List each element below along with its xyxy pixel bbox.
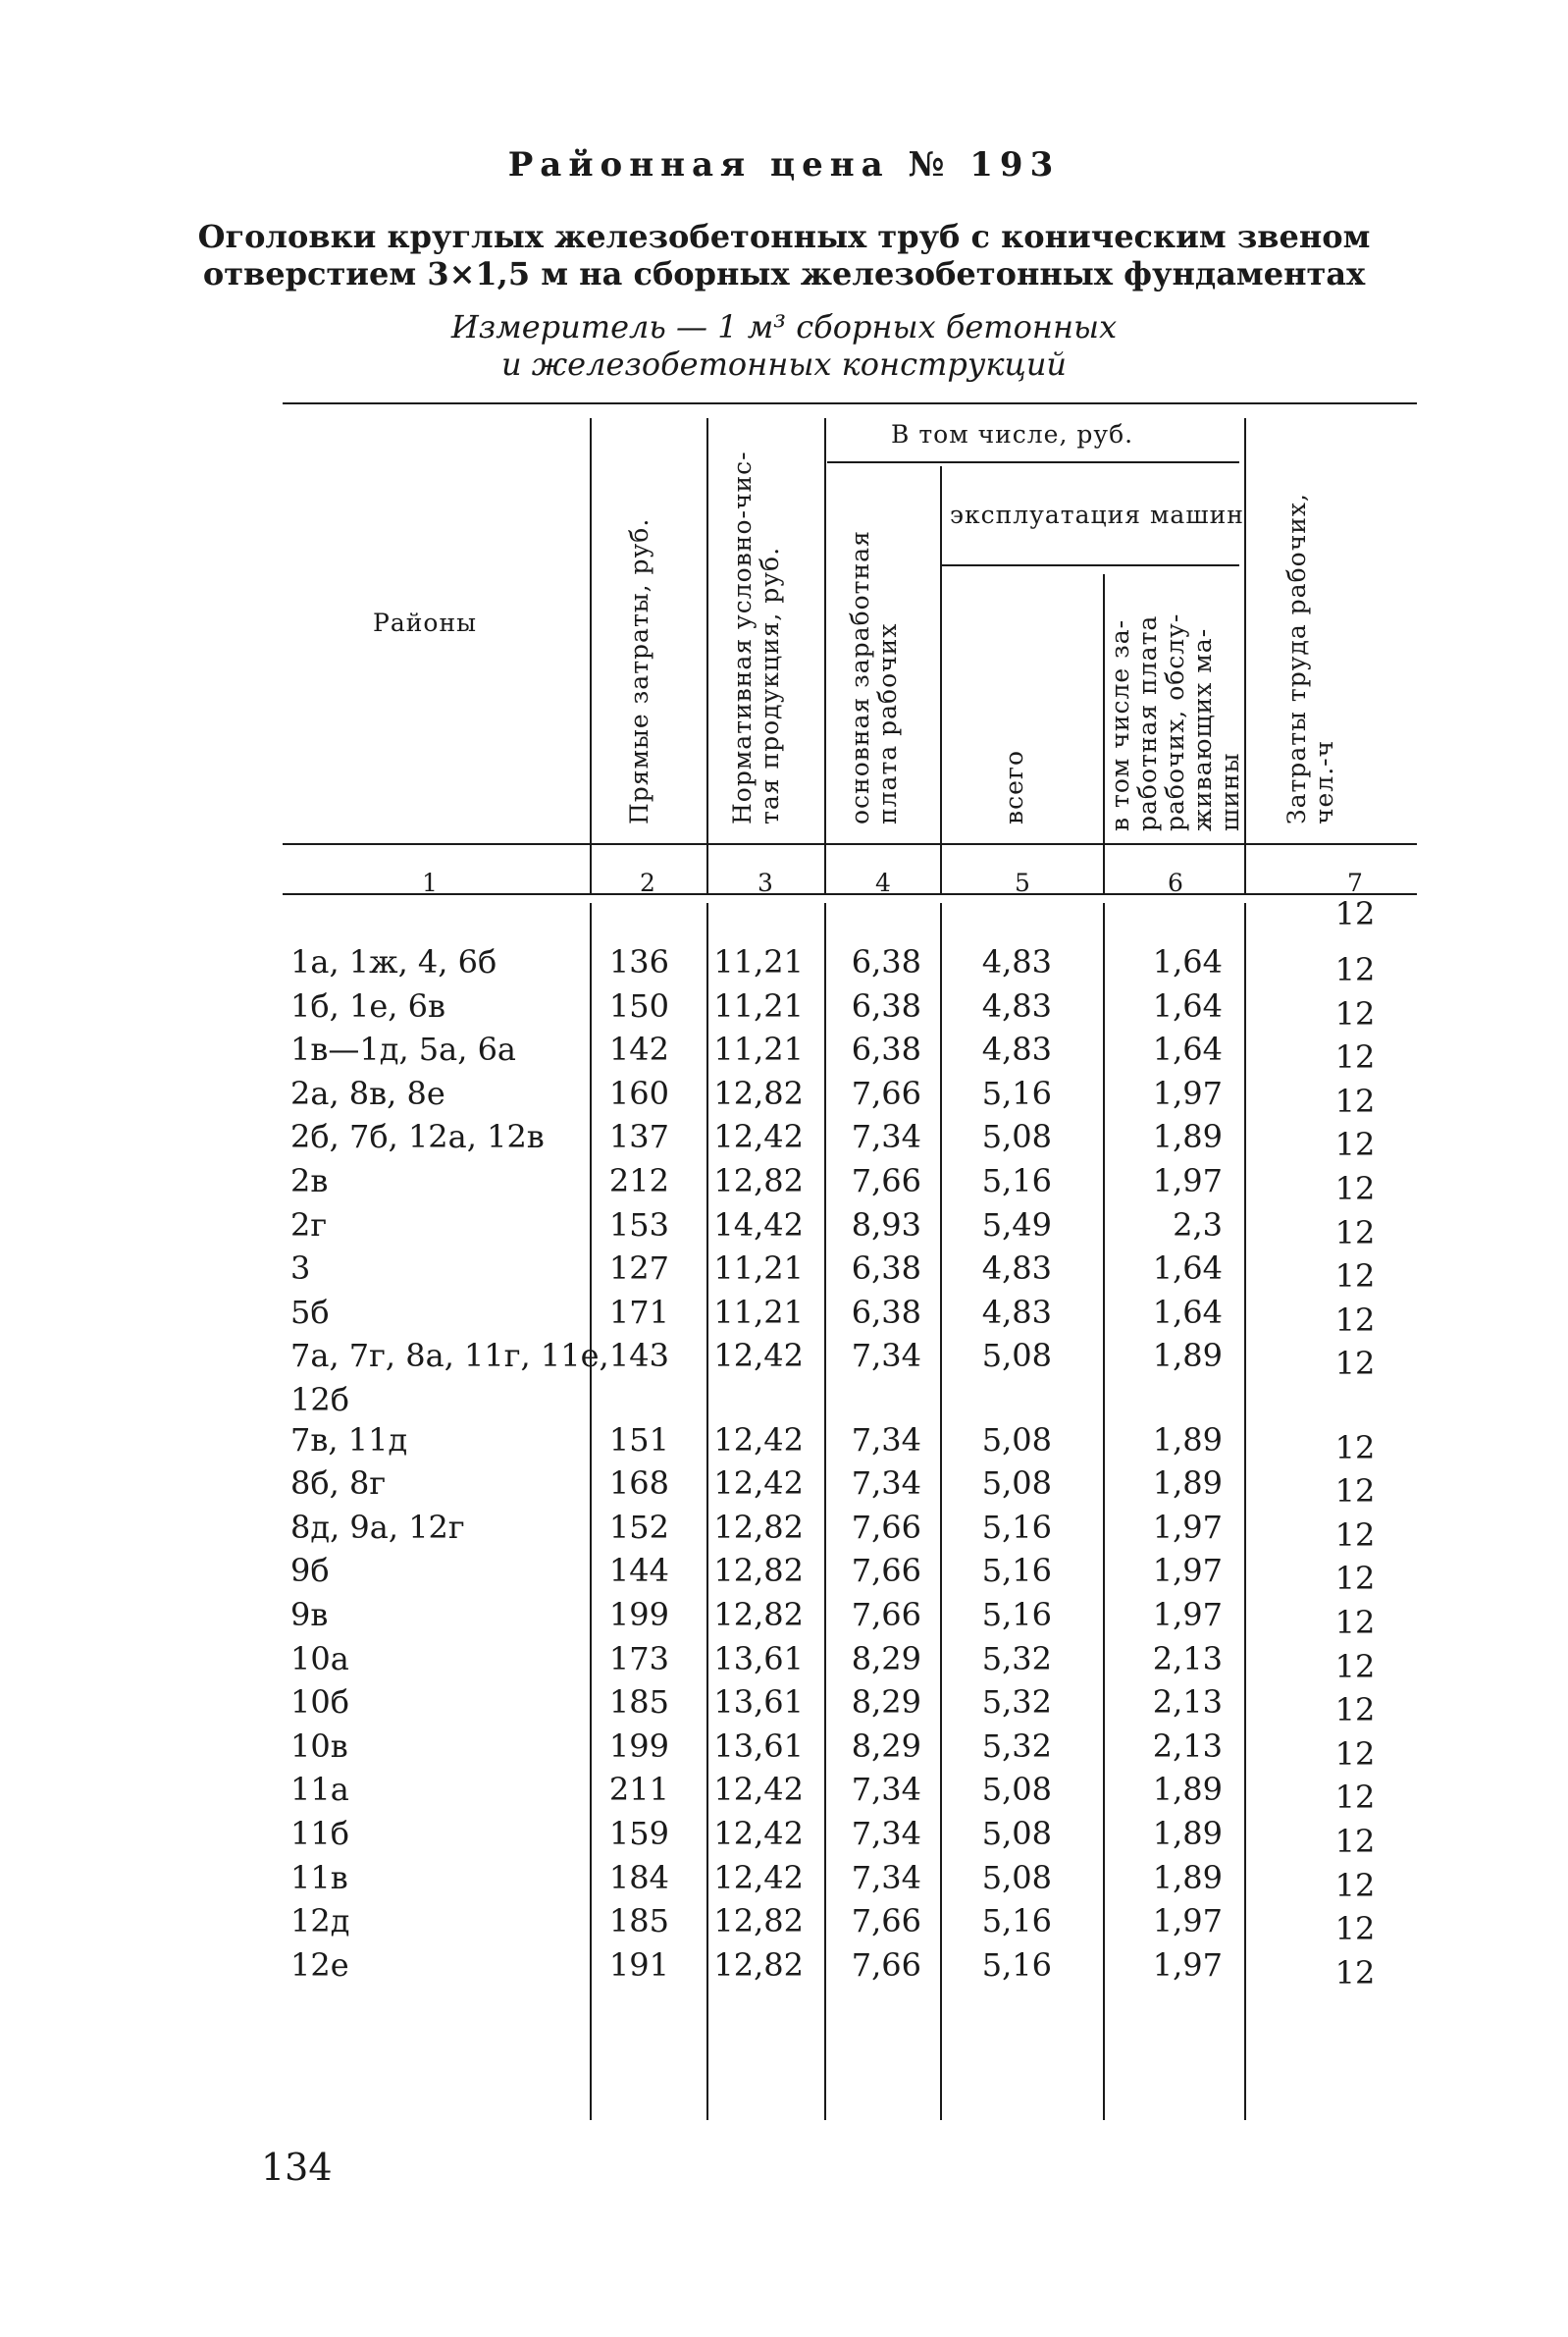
cell-region: 11б bbox=[290, 1815, 349, 1852]
col-number-5: 5 bbox=[1015, 869, 1030, 897]
cell-machine-wage: 1,97 bbox=[1152, 1945, 1223, 1984]
cell-machines-total: 5,08 bbox=[981, 1337, 1052, 1375]
header-machine-wage: в том числе за- работная плата рабочих, обслу- живающих ма- шины bbox=[1106, 612, 1244, 831]
measure-line-2: и железобетонных конструкций bbox=[500, 345, 1068, 383]
cell-direct-costs: 168 bbox=[608, 1464, 669, 1503]
cell-machine-wage: 1,64 bbox=[1152, 1249, 1223, 1288]
cell-labor: 12 bbox=[1334, 1428, 1376, 1466]
cell-direct-costs: 171 bbox=[608, 1293, 669, 1331]
header-base-wage: основная заработная плата рабочих bbox=[846, 530, 902, 824]
cell-machine-wage: 1,97 bbox=[1152, 1902, 1223, 1940]
cell-normative: 11,21 bbox=[713, 943, 804, 981]
col-number-2: 2 bbox=[640, 869, 655, 897]
measure-unit bbox=[0, 308, 1568, 383]
cell-region: 9в bbox=[290, 1596, 329, 1633]
cell-machine-wage: 1,97 bbox=[1152, 1508, 1223, 1546]
cell-base-wage: 7,34 bbox=[851, 1420, 921, 1459]
cell-normative: 12,82 bbox=[713, 1945, 804, 1984]
cell-machine-wage: 1,64 bbox=[1152, 943, 1223, 981]
cell-region: 5б bbox=[290, 1293, 330, 1331]
cell-region: 1б, 1е, 6в bbox=[290, 986, 445, 1025]
col-number-4: 4 bbox=[875, 869, 891, 897]
cell-labor: 12 bbox=[1334, 1170, 1376, 1207]
subtitle bbox=[0, 218, 1568, 292]
cell-region: 10б bbox=[290, 1683, 349, 1722]
cell-region: 9б bbox=[290, 1552, 330, 1590]
cell-direct-costs: 173 bbox=[608, 1639, 669, 1677]
cell-normative: 11,21 bbox=[713, 1293, 804, 1331]
cell-region: 1а, 1ж, 4, 6б bbox=[290, 943, 497, 981]
cell-direct-costs: 142 bbox=[608, 1031, 669, 1069]
cell-machine-wage: 1,97 bbox=[1152, 1162, 1223, 1199]
cell-normative: 11,21 bbox=[713, 1031, 804, 1069]
cell-base-wage: 7,66 bbox=[851, 1902, 921, 1940]
cell-base-wage: 7,66 bbox=[851, 1162, 921, 1199]
cell-machines-total: 5,32 bbox=[981, 1683, 1052, 1722]
cell-direct-costs: 137 bbox=[608, 1118, 669, 1156]
cell-machine-wage: 1,89 bbox=[1152, 1771, 1223, 1809]
cell-machine-wage: 1,64 bbox=[1152, 986, 1223, 1025]
cell-base-wage: 6,38 bbox=[851, 943, 921, 981]
cell-machine-wage: 2,3 bbox=[1173, 1205, 1223, 1244]
cell-normative: 11,21 bbox=[713, 986, 804, 1025]
cell-normative: 11,21 bbox=[713, 1249, 804, 1288]
measure-line-1: Измеритель — 1 м³ сборных бетонных bbox=[450, 308, 1118, 345]
cell-base-wage: 6,38 bbox=[851, 1031, 921, 1069]
cell-machines-total: 5,08 bbox=[981, 1858, 1052, 1896]
cell-base-wage: 7,34 bbox=[851, 1464, 921, 1503]
cell-base-wage: 7,34 bbox=[851, 1118, 921, 1156]
cell-machine-wage: 2,13 bbox=[1152, 1683, 1223, 1722]
cell-base-wage: 7,34 bbox=[851, 1858, 921, 1896]
cell-machines-total: 5,16 bbox=[981, 1902, 1052, 1940]
cell-labor: 12 bbox=[1334, 1126, 1376, 1164]
cell-region: 3 bbox=[290, 1249, 311, 1288]
cell-labor: 12 bbox=[1334, 1515, 1376, 1554]
cell-labor: 12 bbox=[1334, 1647, 1376, 1685]
cell-region: 11в bbox=[290, 1858, 348, 1896]
cell-machine-wage: 1,89 bbox=[1152, 1337, 1223, 1375]
cell-labor: 12 bbox=[1334, 1472, 1376, 1511]
cell-base-wage: 8,29 bbox=[851, 1683, 921, 1722]
cell-direct-costs: 152 bbox=[608, 1508, 669, 1546]
cell-labor: 12 bbox=[1334, 1823, 1376, 1860]
cell-normative: 13,61 bbox=[713, 1639, 804, 1677]
col-number-6: 6 bbox=[1168, 869, 1183, 897]
cell-base-wage: 8,29 bbox=[851, 1639, 921, 1677]
cell-normative: 12,82 bbox=[713, 1596, 804, 1633]
cell-base-wage: 7,66 bbox=[851, 1508, 921, 1546]
cell-normative: 12,42 bbox=[713, 1815, 804, 1852]
cell-labor: 12 bbox=[1334, 1082, 1376, 1120]
cell-region: 10а bbox=[290, 1639, 349, 1677]
cell-labor: 12 bbox=[1334, 1604, 1376, 1641]
cell-direct-costs: 159 bbox=[608, 1815, 669, 1852]
including-rule bbox=[827, 461, 1239, 463]
cell-region: 8б, 8г bbox=[290, 1464, 387, 1503]
cell-machine-wage: 1,89 bbox=[1152, 1420, 1223, 1459]
cell-direct-costs: 144 bbox=[608, 1552, 669, 1590]
subtitle-line-2: отверстием 3×1,5 м на сборных железобетонных фундаментах bbox=[202, 255, 1366, 292]
cell-direct-costs: 191 bbox=[608, 1945, 669, 1984]
table-top-rule bbox=[283, 402, 1417, 404]
header-direct-costs: Прямые затраты, руб. bbox=[625, 517, 653, 824]
cell-machines-total: 5,16 bbox=[981, 1508, 1052, 1546]
cell-region: 12д bbox=[290, 1902, 350, 1940]
cell-machines-total: 5,08 bbox=[981, 1815, 1052, 1852]
cell-base-wage: 7,34 bbox=[851, 1337, 921, 1375]
cell-region: 2а, 8в, 8е bbox=[290, 1074, 445, 1112]
cell-machines-total: 4,83 bbox=[981, 1293, 1052, 1331]
cell-labor: 12 bbox=[1334, 1301, 1376, 1339]
cell-labor: 12 bbox=[1334, 1560, 1376, 1598]
cell-region: 7а, 7г, 8а, 11г, 11е, bbox=[290, 1337, 609, 1375]
cell-normative: 12,82 bbox=[713, 1552, 804, 1590]
cell-machine-wage: 1,89 bbox=[1152, 1118, 1223, 1156]
cell-machines-total: 5,16 bbox=[981, 1162, 1052, 1199]
cell-region: 2в bbox=[290, 1162, 329, 1199]
cell-machines-total: 5,32 bbox=[981, 1639, 1052, 1677]
cell-labor: 12 bbox=[1334, 994, 1376, 1033]
header-total: всего bbox=[1000, 749, 1028, 824]
cell-normative: 13,61 bbox=[713, 1726, 804, 1765]
labor-top-value: 12 bbox=[1334, 895, 1376, 932]
cell-direct-costs: 151 bbox=[608, 1420, 669, 1459]
cell-labor: 12 bbox=[1334, 1038, 1376, 1077]
cell-labor: 12 bbox=[1334, 1953, 1376, 1992]
cell-machines-total: 5,16 bbox=[981, 1074, 1052, 1112]
cell-normative: 12,42 bbox=[713, 1420, 804, 1459]
cell-machines-total: 5,08 bbox=[981, 1464, 1052, 1503]
subtitle-line-1: Оголовки круглых железобетонных труб с коническим звеном bbox=[197, 218, 1371, 255]
cell-direct-costs: 199 bbox=[608, 1596, 669, 1633]
price-table bbox=[283, 402, 1417, 2120]
cell-labor: 12 bbox=[1334, 1257, 1376, 1296]
cell-machine-wage: 1,89 bbox=[1152, 1464, 1223, 1503]
header-normative: Нормативная условно-чис- тая продукция, руб. bbox=[728, 451, 784, 824]
cell-region-continued: 12б bbox=[290, 1381, 349, 1418]
cell-direct-costs: 185 bbox=[608, 1902, 669, 1940]
cell-machines-total: 5,08 bbox=[981, 1118, 1052, 1156]
cell-base-wage: 7,66 bbox=[851, 1596, 921, 1633]
cell-machines-total: 4,83 bbox=[981, 986, 1052, 1025]
col-number-7: 7 bbox=[1347, 869, 1363, 897]
cell-base-wage: 6,38 bbox=[851, 1293, 921, 1331]
header-labor: Затраты труда рабочих, чел.-ч bbox=[1282, 493, 1338, 824]
cell-direct-costs: 211 bbox=[608, 1771, 669, 1809]
cell-direct-costs: 143 bbox=[608, 1337, 669, 1375]
cell-machine-wage: 1,97 bbox=[1152, 1552, 1223, 1590]
cell-normative: 12,82 bbox=[713, 1508, 804, 1546]
cell-base-wage: 7,66 bbox=[851, 1074, 921, 1112]
cell-base-wage: 8,29 bbox=[851, 1726, 921, 1765]
cell-region: 11а bbox=[290, 1771, 349, 1809]
cell-labor: 12 bbox=[1334, 951, 1376, 988]
cell-normative: 12,42 bbox=[713, 1337, 804, 1375]
cell-direct-costs: 185 bbox=[608, 1683, 669, 1722]
cell-base-wage: 6,38 bbox=[851, 986, 921, 1025]
cell-normative: 13,61 bbox=[713, 1683, 804, 1722]
cell-direct-costs: 212 bbox=[608, 1162, 669, 1199]
cell-machines-total: 4,83 bbox=[981, 1249, 1052, 1288]
cell-region: 2б, 7б, 12а, 12в bbox=[290, 1118, 545, 1156]
col-number-3: 3 bbox=[758, 869, 773, 897]
header-bottom-rule bbox=[283, 843, 1417, 845]
cell-normative: 12,42 bbox=[713, 1118, 804, 1156]
cell-machine-wage: 2,13 bbox=[1152, 1726, 1223, 1765]
cell-region: 12е bbox=[290, 1945, 349, 1984]
cell-normative: 12,82 bbox=[713, 1074, 804, 1112]
cell-region: 2г bbox=[290, 1205, 328, 1244]
cell-machines-total: 5,16 bbox=[981, 1945, 1052, 1984]
cell-machines-total: 5,08 bbox=[981, 1771, 1052, 1809]
header-machines: эксплуатация машин bbox=[950, 501, 1244, 529]
cell-normative: 12,82 bbox=[713, 1902, 804, 1940]
cell-base-wage: 7,34 bbox=[851, 1771, 921, 1809]
cell-labor: 12 bbox=[1334, 1910, 1376, 1948]
cell-region: 7в, 11д bbox=[290, 1420, 408, 1459]
machines-rule bbox=[942, 564, 1239, 566]
colnum-bottom-rule bbox=[283, 893, 1417, 895]
cell-machines-total: 5,08 bbox=[981, 1420, 1052, 1459]
cell-machine-wage: 1,89 bbox=[1152, 1858, 1223, 1896]
cell-labor: 12 bbox=[1334, 1779, 1376, 1817]
cell-machines-total: 5,32 bbox=[981, 1726, 1052, 1765]
cell-machines-total: 4,83 bbox=[981, 943, 1052, 981]
col-number-1: 1 bbox=[422, 869, 438, 897]
cell-normative: 12,42 bbox=[713, 1858, 804, 1896]
cell-labor: 12 bbox=[1334, 1734, 1376, 1773]
cell-labor: 12 bbox=[1334, 1213, 1376, 1251]
cell-direct-costs: 136 bbox=[608, 943, 669, 981]
cell-region: 10в bbox=[290, 1726, 348, 1765]
cell-normative: 12,42 bbox=[713, 1464, 804, 1503]
cell-direct-costs: 153 bbox=[608, 1205, 669, 1244]
cell-direct-costs: 127 bbox=[608, 1249, 669, 1288]
cell-direct-costs: 160 bbox=[608, 1074, 669, 1112]
cell-machines-total: 4,83 bbox=[981, 1031, 1052, 1069]
cell-machine-wage: 1,97 bbox=[1152, 1596, 1223, 1633]
cell-labor: 12 bbox=[1334, 1345, 1376, 1383]
page-title: Районная цена № 193 bbox=[507, 145, 1061, 185]
cell-base-wage: 7,34 bbox=[851, 1815, 921, 1852]
cell-machine-wage: 2,13 bbox=[1152, 1639, 1223, 1677]
cell-labor: 12 bbox=[1334, 1866, 1376, 1904]
cell-base-wage: 7,66 bbox=[851, 1552, 921, 1590]
cell-machine-wage: 1,64 bbox=[1152, 1293, 1223, 1331]
cell-machines-total: 5,16 bbox=[981, 1552, 1052, 1590]
cell-direct-costs: 184 bbox=[608, 1858, 669, 1896]
header-regions: Районы bbox=[373, 609, 477, 637]
cell-base-wage: 6,38 bbox=[851, 1249, 921, 1288]
cell-base-wage: 7,66 bbox=[851, 1945, 921, 1984]
cell-machines-total: 5,16 bbox=[981, 1596, 1052, 1633]
cell-direct-costs: 199 bbox=[608, 1726, 669, 1765]
cell-base-wage: 8,93 bbox=[851, 1205, 921, 1244]
cell-direct-costs: 150 bbox=[608, 986, 669, 1025]
cell-machines-total: 5,49 bbox=[981, 1205, 1052, 1244]
cell-normative: 12,42 bbox=[713, 1771, 804, 1809]
header-including: В том числе, руб. bbox=[891, 420, 1134, 449]
cell-machine-wage: 1,97 bbox=[1152, 1074, 1223, 1112]
cell-region: 1в—1д, 5а, 6а bbox=[290, 1031, 516, 1069]
cell-machine-wage: 1,89 bbox=[1152, 1815, 1223, 1852]
cell-machine-wage: 1,64 bbox=[1152, 1031, 1223, 1069]
cell-region: 8д, 9а, 12г bbox=[290, 1508, 465, 1546]
cell-normative: 12,82 bbox=[713, 1162, 804, 1199]
page-number: 134 bbox=[261, 2146, 333, 2189]
cell-normative: 14,42 bbox=[713, 1205, 804, 1244]
cell-labor: 12 bbox=[1334, 1691, 1376, 1729]
